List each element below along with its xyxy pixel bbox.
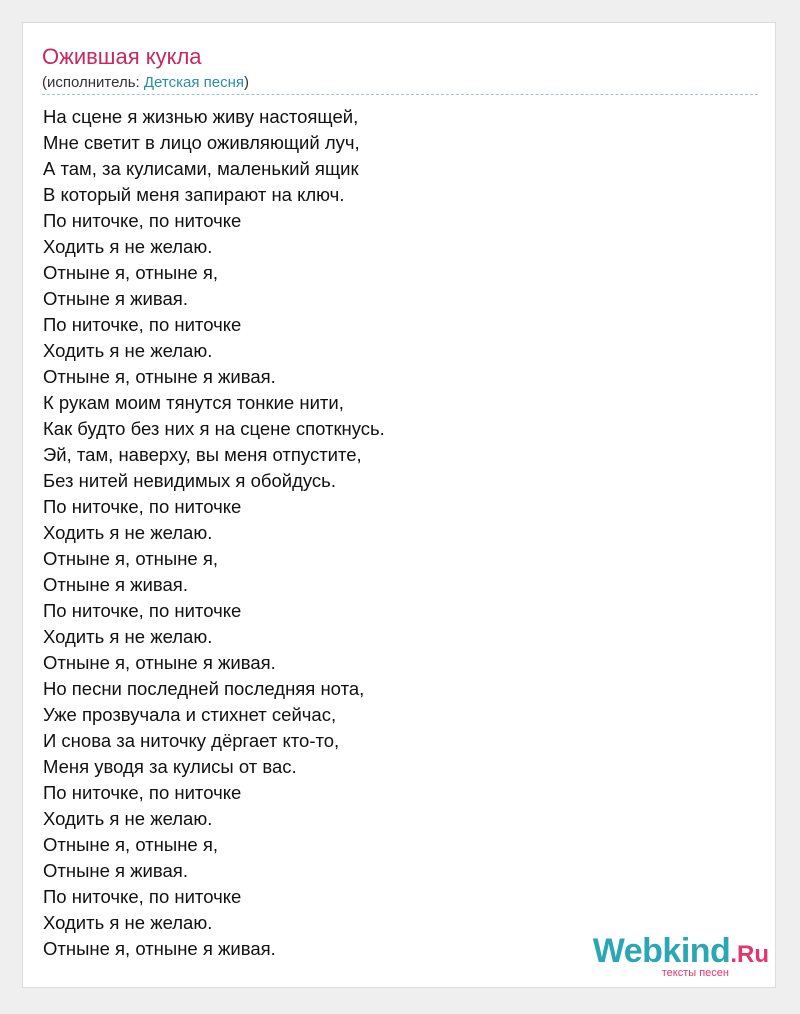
logo-main-text: Webkind xyxy=(592,932,731,970)
lyric-line: А там, за кулисами, маленький ящик xyxy=(43,158,359,179)
lyric-line: Ходить я не желаю. xyxy=(43,236,213,257)
lyric-line: Ходить я не желаю. xyxy=(43,626,213,647)
lyric-line: Отныне я живая. xyxy=(43,860,188,881)
artist-link[interactable]: Детская песня xyxy=(143,74,244,91)
lyric-line: По ниточке, по ниточке xyxy=(43,314,242,335)
lyric-line: Ходить я не желаю. xyxy=(43,522,213,543)
lyric-line: По ниточке, по ниточке xyxy=(43,210,242,231)
song-title: Ожившая кукла xyxy=(42,44,202,69)
lyric-line: Ходить я не желаю. xyxy=(43,340,213,361)
logo-tagline: тексты песен xyxy=(661,967,729,979)
lyric-line: Отныне я живая. xyxy=(43,288,188,309)
artist-line xyxy=(42,73,249,93)
lyric-line: Отныне я, отныне я живая. xyxy=(43,366,276,387)
logo-tld-text: .Ru xyxy=(730,941,769,968)
lyric-line: Но песни последней последняя нота, xyxy=(43,678,365,699)
lyric-line: Ходить я не желаю. xyxy=(43,912,213,933)
lyric-line: На сцене я жизнью живу настоящей, xyxy=(43,106,359,127)
lyric-line: По ниточке, по ниточке xyxy=(43,886,242,907)
lyric-line: К рукам моим тянутся тонкие нити, xyxy=(43,392,344,413)
lyric-line: По ниточке, по ниточке xyxy=(43,600,242,621)
artist-suffix: ) xyxy=(243,74,249,91)
lyric-line: В который меня запирают на ключ. xyxy=(43,184,345,205)
lyric-line: Отныне я живая. xyxy=(43,574,188,595)
artist-prefix: (исполнитель: xyxy=(42,74,144,91)
lyric-line: Уже прозвучала и стихнет сейчас, xyxy=(43,704,337,725)
lyric-line: Меня уводя за кулисы от вас. xyxy=(43,756,297,777)
lyric-line: По ниточке, по ниточке xyxy=(43,496,242,517)
lyric-line: Отныне я, отныне я живая. xyxy=(43,652,276,673)
lyric-line: Отныне я, отныне я, xyxy=(43,548,218,569)
lyric-line: Без нитей невидимых я обойдусь. xyxy=(43,470,336,491)
title-divider xyxy=(42,94,758,95)
site-logo[interactable] xyxy=(592,932,769,979)
lyric-line: Отныне я, отныне я, xyxy=(43,262,218,283)
lyric-line: И снова за ниточку дёргает кто-то, xyxy=(43,730,340,751)
lyric-line: Мне светит в лицо оживляющий луч, xyxy=(43,132,360,153)
lyric-line: Отныне я, отныне я живая. xyxy=(43,938,276,959)
lyric-line: Как будто без них я на сцене споткнусь. xyxy=(43,418,385,439)
lyric-line: Отныне я, отныне я, xyxy=(43,834,218,855)
lyrics-text xyxy=(43,104,385,962)
lyric-line: Эй, там, наверху, вы меня отпустите, xyxy=(43,444,362,465)
lyric-line: Ходить я не желаю. xyxy=(43,808,213,829)
lyrics-card xyxy=(22,22,776,988)
lyric-line: По ниточке, по ниточке xyxy=(43,782,242,803)
